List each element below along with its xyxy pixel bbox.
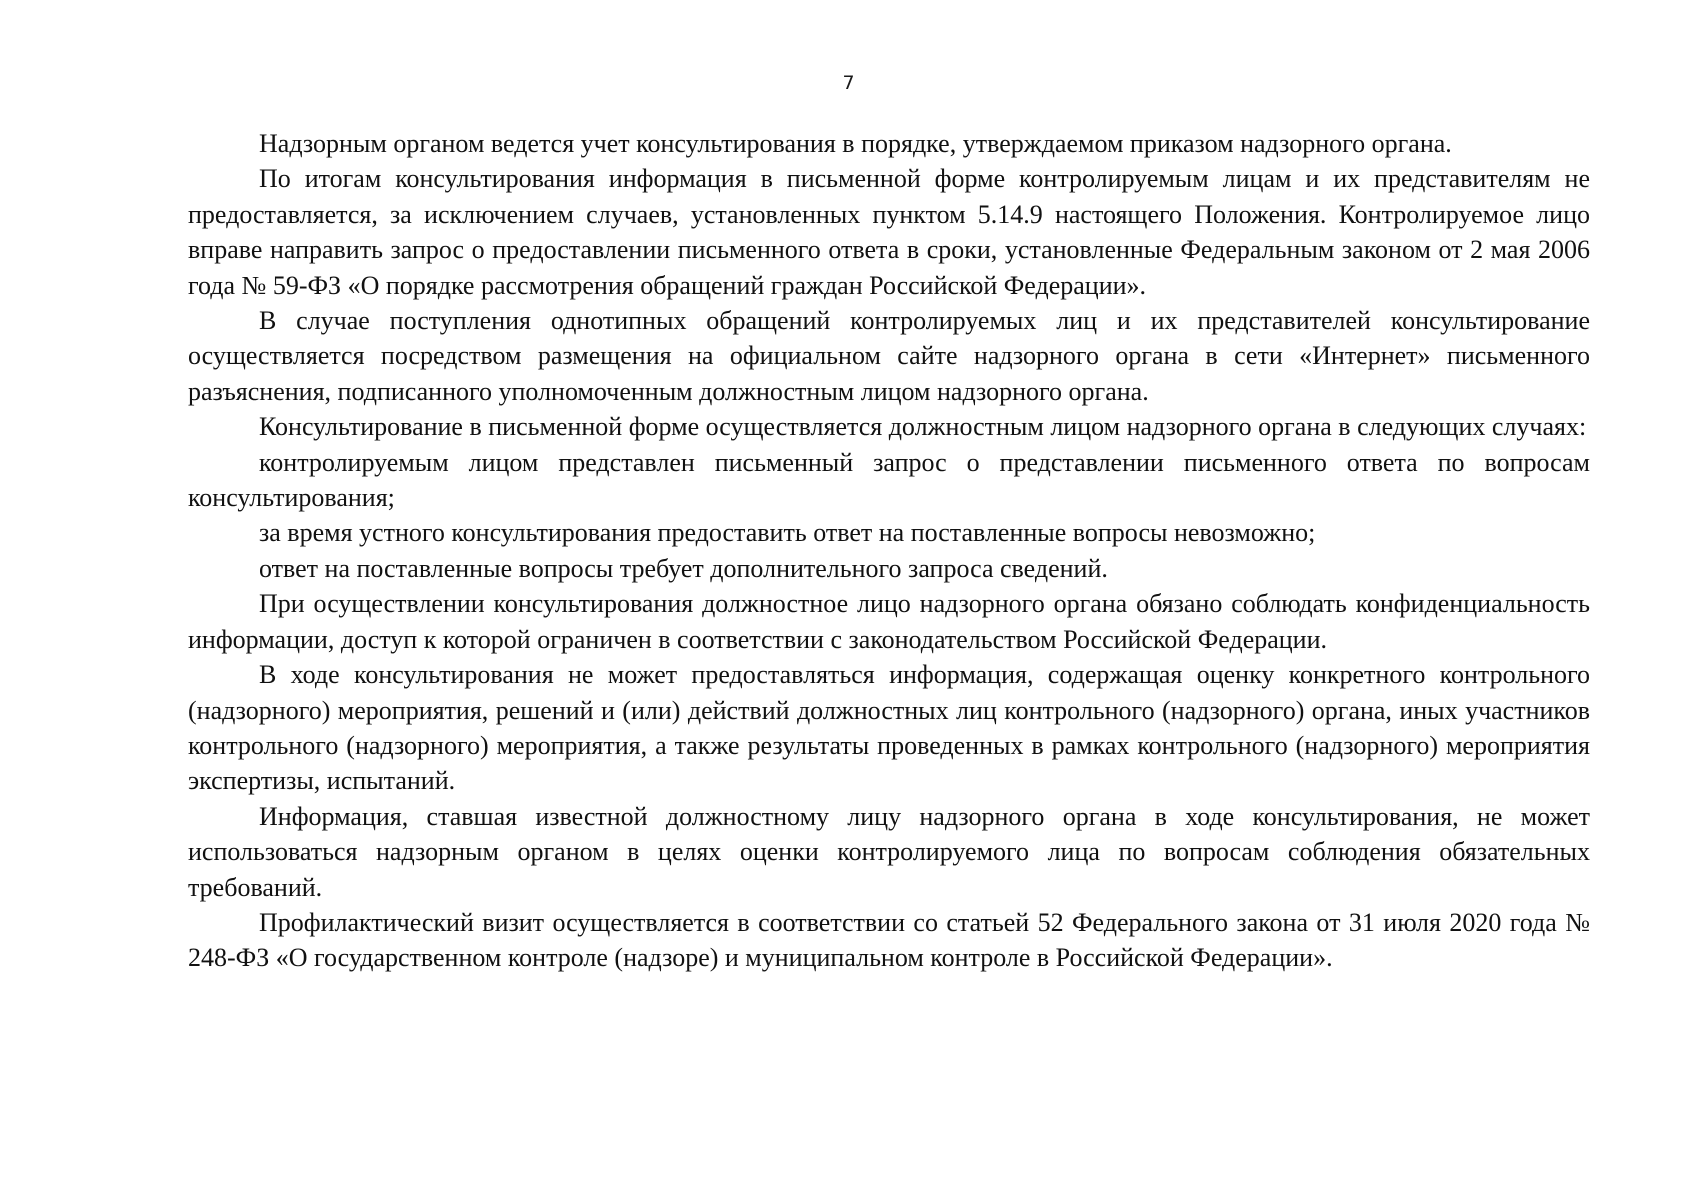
list-item-oral-impossible: за время устного консультирования предоставить ответ на поставленные вопросы невозможно; xyxy=(259,518,1316,548)
paragraph-restricted-information: В ходе консультирования не может предоставляться информация, содержащая оценку конкретного контрольного (надзорного) мероприятия, решений и (или) действий должностных лиц контрольного (надзорного) органа, иных участников контрольного (надзорного) мероприятия, а также результаты проведенных в рамках контрольного (надзорного) мероприятия экспертизы, испытаний. xyxy=(188,660,1590,796)
paragraph-preventive-visit: Профилактический визит осуществляется в соответствии со статьей 52 Федерального закона от 31 июля 2020 года № 248-ФЗ «О государственном контроле (надзоре) и муниципальном контроле в Российской Федерации». xyxy=(188,907,1590,973)
page-number: 7 xyxy=(842,72,855,94)
list-item-written-request: контролируемым лицом представлен письменный запрос о представлении письменного ответа по вопросам консультирования; xyxy=(188,447,1590,513)
paragraph-written-form-cases: Консультирование в письменной форме осуществляется должностным лицом надзорного органа в следующих случаях: xyxy=(259,412,1587,442)
paragraph-confidentiality: При осуществлении консультирования должностное лицо надзорного органа обязано соблюдать конфиденциальность информации, доступ к которой ограничен в соответствии с законодательством Российской Федерации. xyxy=(188,589,1590,654)
paragraph-information-use: Информация, ставшая известной должностному лицу надзорного органа в ходе консультирования, не может использоваться надзорным органом в целях оценки контролируемого лица по вопросам соблюдения обязательных требований. xyxy=(188,801,1590,902)
document-body xyxy=(188,126,1590,976)
paragraph-written-answer: По итогам консультирования информация в письменной форме контролируемым лицам и их представителям не предоставляется, за исключением случаев, установленных пунктом 5.14.9 настоящего Положения. Контролируемое лицо вправе направить запрос о предоставлении письменного ответа в сроки, установленные Федеральным законом от 2 мая 2006 года № 59-ФЗ «О порядке рассмотрения обращений граждан Российской Федерации». xyxy=(188,164,1590,300)
paragraph-consultation-accounting: Надзорным органом ведется учет консультирования в порядке, утверждаемом приказом надзорного органа. xyxy=(259,129,1452,158)
list-item-additional-request: ответ на поставленные вопросы требует дополнительного запроса сведений. xyxy=(259,553,1108,583)
paragraph-uniform-requests: В случае поступления однотипных обращений контролируемых лиц и их представителей консультирование осуществляется посредством размещения на официальном сайте надзорного органа в сети «Интернет» письменного разъяснения, подписанного уполномоченным должностным лицом надзорного органа. xyxy=(188,306,1590,406)
